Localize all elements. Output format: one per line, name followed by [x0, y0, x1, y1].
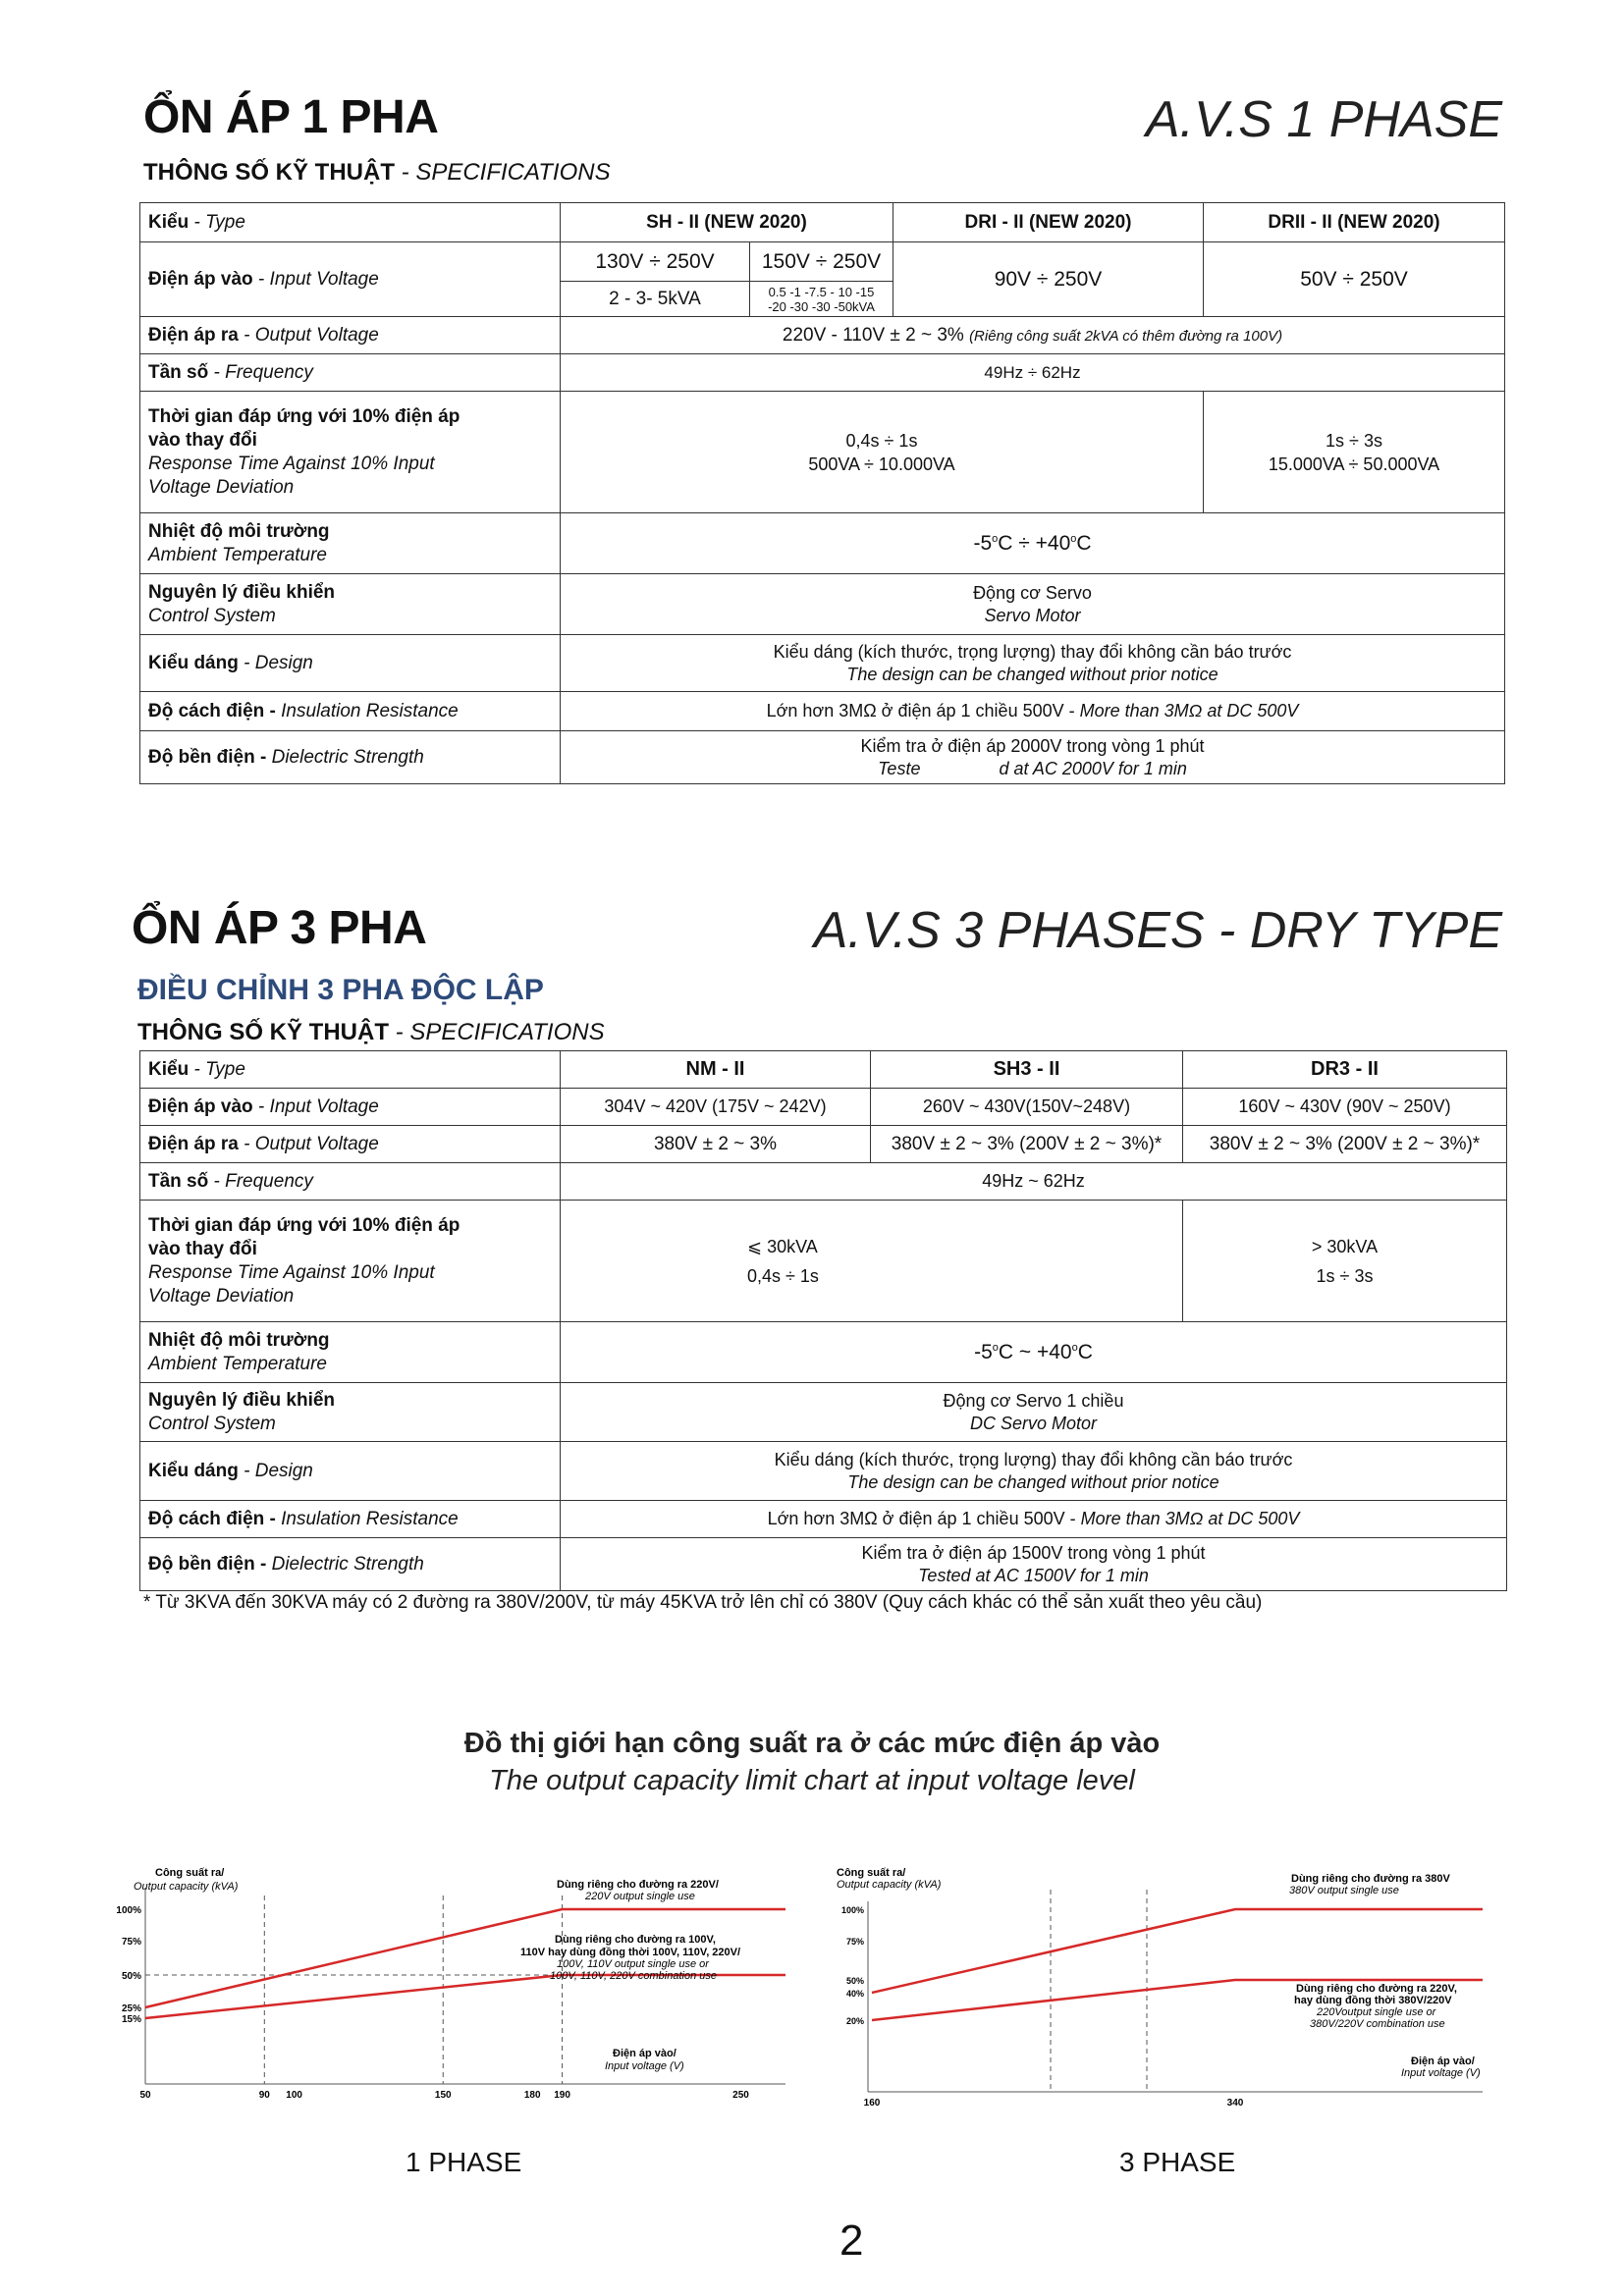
- chart1-xlabel-vi: Điện áp vào/: [613, 2048, 677, 2059]
- chart1-legend1-line1: Dùng riêng cho đường ra 220V/: [557, 1879, 719, 1891]
- section1-title-en: A.V.S 1 PHASE: [1145, 91, 1502, 148]
- chart1-legend2-line4: 100V, 110V, 220V combination use: [550, 1970, 718, 1982]
- chart2-x-tick-label: 160: [863, 2098, 881, 2109]
- model-dr3-ii: DR3 - II: [1183, 1051, 1507, 1089]
- chart1-y-tick-label: 15%: [121, 2014, 141, 2025]
- chart1-y-tick-label: 100%: [116, 1905, 141, 1916]
- row-label-control: Nguyên lý điều khiển Control System: [140, 1383, 561, 1442]
- row-label-output: Điện áp ra - Output Voltage: [140, 317, 561, 354]
- chart2-y-tick-label: 75%: [845, 1937, 864, 1947]
- chart2-legend2-line4: 380V/220V combination use: [1310, 2018, 1445, 2030]
- spec-heading-en: - SPECIFICATIONS: [389, 1019, 605, 1045]
- design-value: Kiểu dáng (kích thước, trọng lượng) thay đổi không cần báo trước The design can be changed without prior notice: [561, 635, 1505, 692]
- chart1-y-tick-label: 50%: [121, 1971, 141, 1982]
- response-small: ⩽ 30kVA 0,4s ÷ 1s: [561, 1201, 1183, 1322]
- chart1-legend2-line2: 110V hay dùng đồng thời 100V, 110V, 220V/: [520, 1947, 741, 1958]
- chart1-legend1-line2: 220V output single use: [585, 1891, 695, 1902]
- chart2-legend2-line3: 220Voutput single use or: [1317, 2006, 1436, 2018]
- chart2-y-tick-label: 100%: [840, 1905, 864, 1915]
- chart1-x-tick-label: 100: [286, 2090, 302, 2101]
- row-label-type: Kiểu - Type: [140, 1051, 561, 1089]
- chart2-legend2-line1: Dùng riêng cho đường ra 220V,: [1296, 1983, 1457, 1995]
- control-value: Động cơ Servo 1 chiều DC Servo Motor: [561, 1383, 1507, 1442]
- nm-output: 380V ± 2 ~ 3%: [561, 1126, 871, 1163]
- chart1-legend2-line1: Dùng riêng cho đường ra 100V,: [555, 1934, 716, 1946]
- sh3-input: 260V ~ 430V(150V~248V): [871, 1089, 1183, 1126]
- chart1-xlabel-en: Input voltage (V): [605, 2060, 684, 2072]
- control-value: Động cơ Servo Servo Motor: [561, 574, 1505, 635]
- chart1-caption: 1 PHASE: [406, 2147, 522, 2177]
- row-label-design: Kiểu dáng - Design: [140, 635, 561, 692]
- footnote: * Từ 3KVA đến 30KVA máy có 2 đường ra 380V/200V, từ máy 45KVA trở lên chỉ có 380V (Quy cách khác có thể sản xuất theo yêu cầu): [143, 1592, 1263, 1613]
- spec-heading-vi: THÔNG SỐ KỸ THUẬT: [143, 159, 395, 186]
- row-label-control: Nguyên lý điều khiển Control System: [140, 574, 561, 635]
- chart1-x-tick-label: 250: [732, 2090, 749, 2101]
- section1-spec-heading: [143, 159, 611, 187]
- chart-3phase: [825, 1860, 1502, 2115]
- section3-subtitle: ĐIỀU CHỈNH 3 PHA ĐỘC LẬP: [137, 974, 544, 1006]
- charts-subtitle: The output capacity limit chart at input voltage level: [489, 1765, 1135, 1796]
- chart2-xlabel-vi: Điện áp vào/: [1411, 2056, 1475, 2067]
- dri-input: 90V ÷ 250V: [893, 242, 1204, 317]
- row-label-insulation: Độ cách điện - Insulation Resistance: [140, 1501, 561, 1538]
- chart1-y-tick-label: 25%: [121, 2003, 141, 2014]
- sh-input-1: 130V ÷ 250V: [561, 242, 750, 282]
- insulation-value: Lớn hơn 3MΩ ở điện áp 1 chiều 500V - More than 3MΩ at DC 500V: [561, 1501, 1507, 1538]
- chart1-y-tick-label: 75%: [121, 1937, 141, 1948]
- row-label-insulation: Độ cách điện - Insulation Resistance: [140, 692, 561, 731]
- drii-input: 50V ÷ 250V: [1204, 242, 1505, 317]
- model-dri-ii: DRI - II (NEW 2020): [893, 203, 1204, 242]
- spec-table-3phase: [139, 1050, 1507, 1591]
- response-small: 0,4s ÷ 1s 500VA ÷ 10.000VA: [561, 392, 1204, 513]
- temperature-value: $-5^oC \div +40^oC$: [561, 513, 1505, 574]
- section3-title: ỔN ÁP 3 PHA: [132, 902, 427, 954]
- chart2-legend2-line2: hay dùng đồng thời 380V/220V: [1294, 1995, 1452, 2006]
- frequency-value: 49Hz ÷ 62Hz: [561, 354, 1505, 392]
- spec-heading-en: - SPECIFICATIONS: [395, 159, 611, 186]
- frequency-value: 49Hz ~ 62Hz: [561, 1163, 1507, 1201]
- chart1-legend2-line3: 100V, 110V output single use or: [557, 1958, 709, 1970]
- row-label-response: Thời gian đáp ứng với 10% điện áp vào thay đổi Response Time Against 10% Input Voltage Deviation: [140, 392, 561, 513]
- insulation-value: Lớn hơn 3MΩ ở điện áp 1 chiều 500V - More than 3MΩ at DC 500V: [561, 692, 1505, 731]
- spec-table-1phase: [139, 202, 1505, 784]
- chart1-x-tick-label: 90: [258, 2090, 270, 2101]
- chart1-x-tick-label: 50: [139, 2090, 151, 2101]
- row-label-dielectric: Độ bền điện - Dielectric Strength: [140, 731, 561, 784]
- row-label-response: Thời gian đáp ứng với 10% điện áp vào thay đổi Response Time Against 10% Input Voltage Deviation: [140, 1201, 561, 1322]
- chart1-x-tick-label: 150: [434, 2090, 452, 2101]
- row-label-input: Điện áp vào - Input Voltage: [140, 1089, 561, 1126]
- charts-title: Đồ thị giới hạn công suất ra ở các mức điện áp vào: [463, 1728, 1161, 1759]
- row-label-temperature: Nhiệt độ môi trường Ambient Temperature: [140, 1322, 561, 1383]
- dielectric-value: Kiểm tra ở điện áp 1500V trong vòng 1 phút Tested at AC 1500V for 1 min: [561, 1538, 1507, 1591]
- row-label-type: Kiểu - Type: [140, 203, 561, 242]
- nm-input: 304V ~ 420V (175V ~ 242V): [561, 1089, 871, 1126]
- chart-1phase: [116, 1860, 795, 2115]
- model-sh3-ii: SH3 - II: [871, 1051, 1183, 1089]
- row-label-design: Kiểu dáng - Design: [140, 1442, 561, 1501]
- model-drii-ii: DRII - II (NEW 2020): [1204, 203, 1505, 242]
- row-label-temperature: Nhiệt độ môi trường Ambient Temperature: [140, 513, 561, 574]
- output-voltage: 220V - 110V ± 2 ~ 3% (Riêng công suất 2kVA có thêm đường ra 100V): [561, 317, 1505, 354]
- temperature-value: -5$^o$C ~ $+40^oC$: [561, 1322, 1507, 1383]
- chart2-xlabel-en: Input voltage (V): [1401, 2067, 1481, 2079]
- chart2-y-tick-label: 50%: [845, 1976, 864, 1986]
- model-nm-ii: NM - II: [561, 1051, 871, 1089]
- design-value: Kiểu dáng (kích thước, trọng lượng) thay đổi không cần báo trước The design can be changed without prior notice: [561, 1442, 1507, 1501]
- sh-kva-1: 2 - 3- 5kVA: [561, 282, 750, 317]
- page-number: 2: [839, 2216, 864, 2265]
- dielectric-value: Kiểm tra ở điện áp 2000V trong vòng 1 phút Teste d at AC 2000V for 1 min: [561, 731, 1505, 784]
- chart2-y-tick-label: 20%: [845, 2016, 864, 2026]
- row-label-input: Điện áp vào - Input Voltage: [140, 242, 561, 317]
- sh3-output: 380V ± 2 ~ 3% (200V ± 2 ~ 3%)*: [871, 1126, 1183, 1163]
- row-label-frequency: Tần số - Frequency: [140, 1163, 561, 1201]
- section1-title: ỔN ÁP 1 PHA: [143, 91, 439, 143]
- dr3-input: 160V ~ 430V (90V ~ 250V): [1183, 1089, 1507, 1126]
- chart1-ylabel-vi: Công suất ra/: [155, 1867, 225, 1879]
- row-label-dielectric: Độ bền điện - Dielectric Strength: [140, 1538, 561, 1591]
- response-large: > 30kVA 1s ÷ 3s: [1183, 1201, 1507, 1322]
- chart2-legend1-line1: Dùng riêng cho đường ra 380V: [1291, 1873, 1450, 1885]
- chart2-caption: 3 PHASE: [1119, 2147, 1236, 2177]
- chart2-ylabel-vi: Công suất ra/: [837, 1867, 906, 1879]
- chart1-x-tick-label: 190: [554, 2090, 570, 2101]
- dr3-output: 380V ± 2 ~ 3% (200V ± 2 ~ 3%)*: [1183, 1126, 1507, 1163]
- section3-title-en: A.V.S 3 PHASES - DRY TYPE: [813, 902, 1502, 959]
- section3-spec-heading: [137, 1019, 605, 1046]
- row-label-frequency: Tần số - Frequency: [140, 354, 561, 392]
- sh-input-2: 150V ÷ 250V: [750, 242, 893, 282]
- chart1-x-tick-label: 180: [523, 2090, 541, 2101]
- chart1-ylabel-en: Output capacity (kVA): [134, 1881, 239, 1893]
- row-label-output: Điện áp ra - Output Voltage: [140, 1126, 561, 1163]
- spec-heading-vi: THÔNG SỐ KỸ THUẬT: [137, 1019, 389, 1045]
- chart2-x-tick-label: 340: [1226, 2098, 1244, 2109]
- model-sh-ii: SH - II (NEW 2020): [561, 203, 893, 242]
- chart2-legend1-line2: 380V output single use: [1289, 1885, 1399, 1896]
- sh-kva-2: 0.5 -1 -7.5 - 10 -15 -20 -30 -30 -50kVA: [750, 282, 893, 317]
- chart2-ylabel-en: Output capacity (kVA): [837, 1879, 942, 1891]
- response-large: 1s ÷ 3s 15.000VA ÷ 50.000VA: [1204, 392, 1505, 513]
- chart2-y-tick-label: 40%: [845, 1989, 864, 1999]
